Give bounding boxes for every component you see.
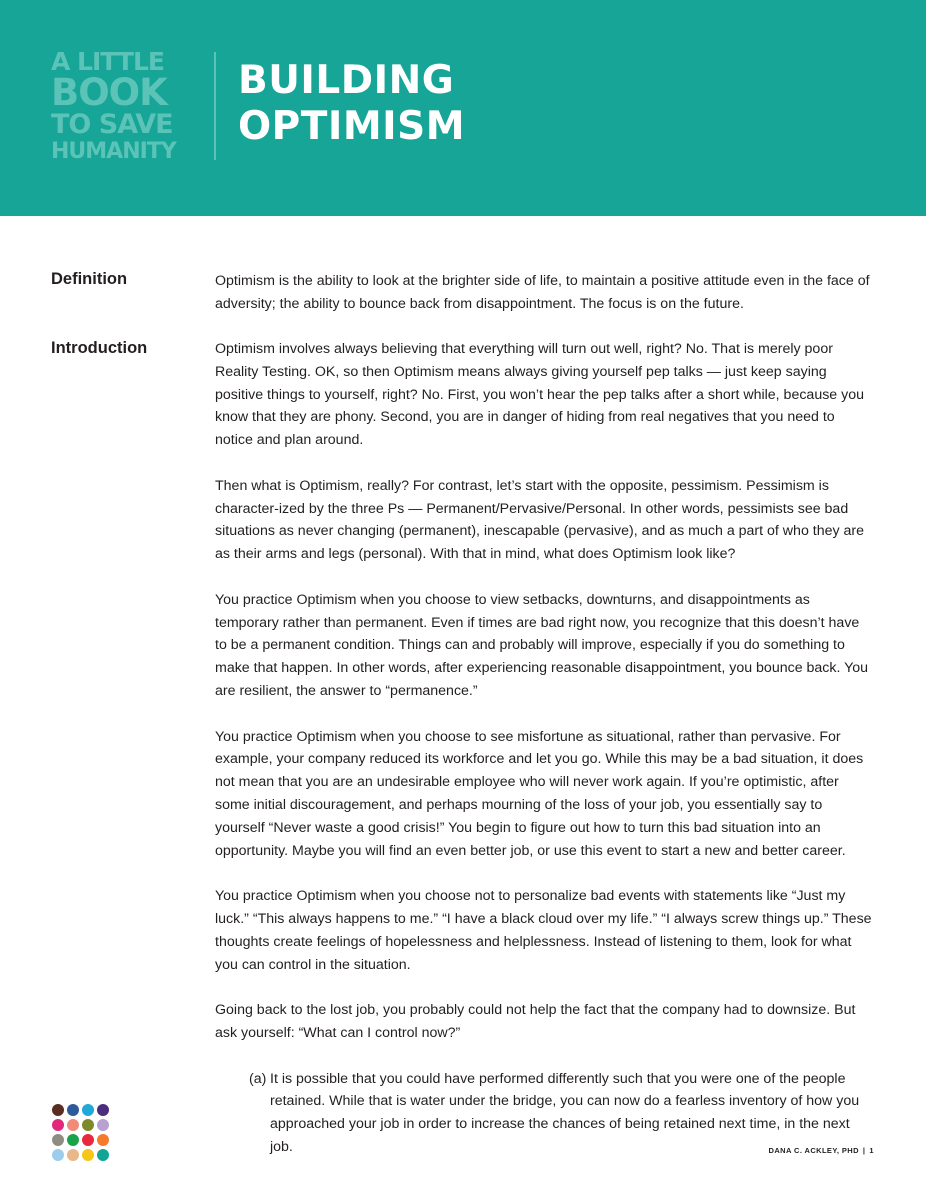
footer-separator: | — [862, 1146, 866, 1155]
paragraph: Optimism involves always believing that everything will turn out well, right? No. That is merely poor Reality Testing. OK, so then Optimism means always giving yourself pep talks — just keep saying positive things to yourself, right? No. First, you won’t hear the pep talks after a short while, because you know that they are phony. Second, you are in danger of hiding from real negatives that you need to notice and plan around. — [215, 341, 865, 449]
logo-dot — [52, 1134, 64, 1146]
logo-dot — [67, 1149, 79, 1161]
logo-dot — [67, 1119, 79, 1131]
definition-heading: Definition — [51, 270, 128, 288]
logo-dot — [97, 1119, 109, 1131]
series-line: A LITTLE — [51, 47, 164, 76]
logo-dot — [82, 1119, 94, 1131]
logo-dot — [82, 1134, 94, 1146]
logo-dot — [52, 1104, 64, 1116]
page-footer — [769, 1146, 874, 1155]
paragraph: You practice Optimism when you choose to view setbacks, downturns, and disappointments as temporary rather than permanent. Even if times are bad right now, you recognize that this doesn’t have to be a permanent condition. Things can and probably will improve, especially if you do something to make that happen. In other words, after experiencing reasonable disappointment, you bounce back. You are resilient, the answer to “permanence.” — [215, 591, 869, 699]
introduction-heading: Introduction — [51, 339, 148, 357]
paragraph: You practice Optimism when you choose not to personalize bad events with statements like “Just my luck.” “This always happens to me.” “I have a black cloud over my life.” “I always screw things up.” These thoughts create feelings of hopelessness and helplessness. Instead of listening to them, look for what you can control in the situation. — [215, 888, 872, 973]
header-divider — [214, 52, 216, 160]
page-title — [238, 58, 465, 150]
series-line: BOOK — [51, 71, 167, 114]
logo-dot — [97, 1134, 109, 1146]
introduction-body — [215, 338, 875, 1159]
logo-dot — [82, 1104, 94, 1116]
logo-dot — [67, 1104, 79, 1116]
paragraph: Then what is Optimism, really? For contrast, let’s start with the opposite, pessimism. Pessimism is character-ized by the three Ps — Permanent/Pervasive/Personal. In other words, pessimists see bad situations as never changing (permanent), inescapable (pervasive), and as much a part of who they are as their arms and legs (personal). With that in mind, what does Optimism look like? — [215, 477, 865, 563]
paragraph: You practice Optimism when you choose to see misfortune as situational, rather than pervasive. For example, your company reduced its workforce and let you go. While this may be a bad situation, it does not mean that you are an undesirable employee who will never work again. If you’re optimistic, after some initial discouragement, and perhaps mourning of the loss of your job, you essentially say to yourself “Never waste a good crisis!” You begin to figure out how to turn this bad situation into an opportunity. Maybe you will find an even better job, or use this event to start a new and better career. — [215, 728, 864, 859]
definition-text: Optimism is the ability to look at the brighter side of life, to maintain a positive attitude even in the face of adversity; the ability to bounce back from disappointment. The focus is on the future. — [215, 273, 870, 312]
series-logo — [51, 48, 201, 165]
list-marker: (a) — [249, 1070, 267, 1087]
logo-dot — [97, 1149, 109, 1161]
list-item-text: It is possible that you could have performed differently such that you were one of the people retained. While that is water under the bridge, you can now do a fearless inventory of how you approached your job in order to increase the chances of being retained next time, in the next job. — [270, 1070, 860, 1155]
logo-dot — [97, 1104, 109, 1116]
definition-body — [215, 270, 875, 338]
logo-dot — [82, 1149, 94, 1161]
logo-dot — [52, 1149, 64, 1161]
logo-dot — [67, 1134, 79, 1146]
series-line: HUMANITY — [51, 139, 176, 164]
paragraph: Going back to the lost job, you probably could not help the fact that the company had to downsize. But ask yourself: “What can I control now?” — [215, 1002, 856, 1041]
logo-dot — [52, 1119, 64, 1131]
series-line: TO SAVE — [51, 109, 173, 140]
page-title-line: BUILDING — [238, 58, 455, 103]
footer-author: DANA C. ACKLEY, PHD — [768, 1146, 859, 1155]
logo-dot-grid — [52, 1104, 110, 1162]
list-item — [249, 1068, 875, 1159]
page-title-line: OPTIMISM — [238, 104, 466, 149]
page-number: 1 — [869, 1146, 874, 1155]
